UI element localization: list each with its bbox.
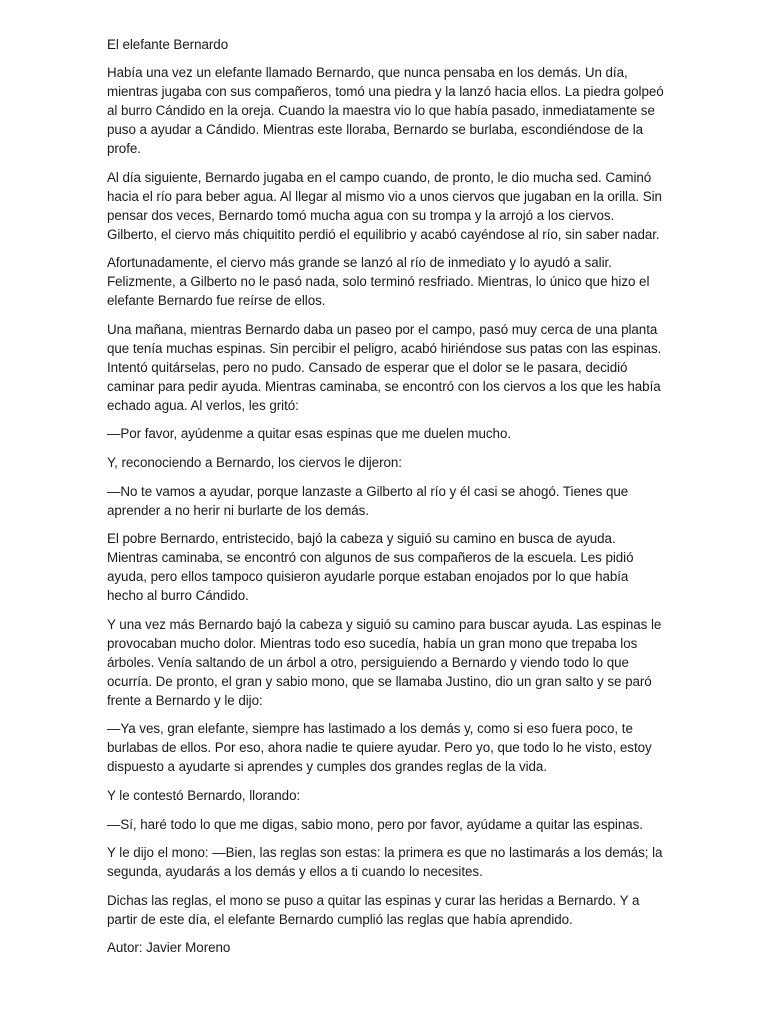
document-title: El elefante Bernardo <box>107 37 229 52</box>
paragraph: Y le dijo el mono: —Bien, las reglas son estas: la primera es que no lastimarás a los demás; la segunda, ayudarás a los demás y ellos a ti cuando lo necesites. <box>107 845 663 880</box>
paragraph: Al día siguiente, Bernardo jugaba en el campo cuando, de pronto, le dio mucha sed. Caminó hacia el río para beber agua. Al llegar al mismo vio a unos ciervos que jugaban en la orilla. Sin pensar dos veces, Bernardo tomó mucha agua con su trompa y la arrojó a los ciervos. Gilberto, el ciervo más chiquitito perdió el equilibrio y acabó cayéndose al río, sin saber nadar. <box>107 169 662 242</box>
paragraph: Había una vez un elefante llamado Bernardo, que nunca pensaba en los demás. Un día, mientras jugaba con sus compañeros, tomó una piedra y la lanzó hacia ellos. La piedra golpeó al burro Cándido en la oreja. Cuando la maestra vio lo que había pasado, inmediatamente se puso a ayudar a Cándido. Mientras este lloraba, Bernardo se burlaba, escondiéndose de la profe. <box>107 65 664 156</box>
author-line: Autor: Javier Moreno <box>107 940 231 956</box>
dialogue-line: —Ya ves, gran elefante, siempre has lastimado a los demás y, como si eso fuera poco, te burlabas de ellos. Por eso, ahora nadie te quiere ayudar. Pero yo, que todo lo he visto, estoy dispuesto a ayudarte si aprendes y cumples dos grandes reglas de la vida. <box>107 721 652 775</box>
dialogue-line: —No te vamos a ayudar, porque lanzaste a Gilberto al río y él casi se ahogó. Tienes que aprender a no herir ni burlarte de los demás. <box>107 483 629 518</box>
dialogue-line: —Sí, haré todo lo que me digas, sabio mono, pero por favor, ayúdame a quitar las espinas. <box>107 816 643 832</box>
paragraph: Dichas las reglas, el mono se puso a quitar las espinas y curar las heridas a Bernardo. Y a partir de este día, el elefante Bernardo cumplió las reglas que había aprendido. <box>107 892 640 927</box>
paragraph: Una mañana, mientras Bernardo daba un paseo por el campo, pasó muy cerca de una planta que tenía muchas espinas. Sin percibir el peligro, acabó hiriéndose sus patas con las espinas. Intentó quitárselas, pero no pudo. Cansado de esperar que el dolor se le pasara, decidió caminar para pedir ayuda. Mientras caminaba, se encontró con los ciervos a los que les había echado agua. Al verlos, les gritó: <box>107 321 662 413</box>
paragraph: Afortunadamente, el ciervo más grande se lanzó al río de inmediato y lo ayudó a salir. Felizmente, a Gilberto no le pasó nada, solo terminó resfriado. Mientras, lo único que hizo el elefante Bernardo fue reírse de ellos. <box>107 255 650 309</box>
paragraph: Y, reconociendo a Bernardo, los ciervos le dijeron: <box>107 454 402 470</box>
paragraph: Y le contestó Bernardo, llorando: <box>107 787 301 803</box>
paragraph: El pobre Bernardo, entristecido, bajó la cabeza y siguió su camino en busca de ayuda. Mientras caminaba, se encontró con algunos de sus compañeros de la escuela. Les pidió ayuda, pero ellos tampoco quisieron ayudarle porque estaban enojados por lo que había hecho al burro Cándido. <box>107 531 634 604</box>
paragraph: Y una vez más Bernardo bajó la cabeza y siguió su camino para buscar ayuda. Las espinas le provocaban mucho dolor. Mientras todo eso sucedía, había un gran mono que trepaba los árboles. Venía saltando de un árbol a otro, persiguiendo a Bernardo y viendo todo lo que ocurría. De pronto, el gran y sabio mono, que se llamaba Justino, dio un gran salto y se paró frente a Bernardo y le dijo: <box>107 616 662 708</box>
dialogue-line: —Por favor, ayúdenme a quitar esas espinas que me duelen mucho. <box>107 426 512 442</box>
